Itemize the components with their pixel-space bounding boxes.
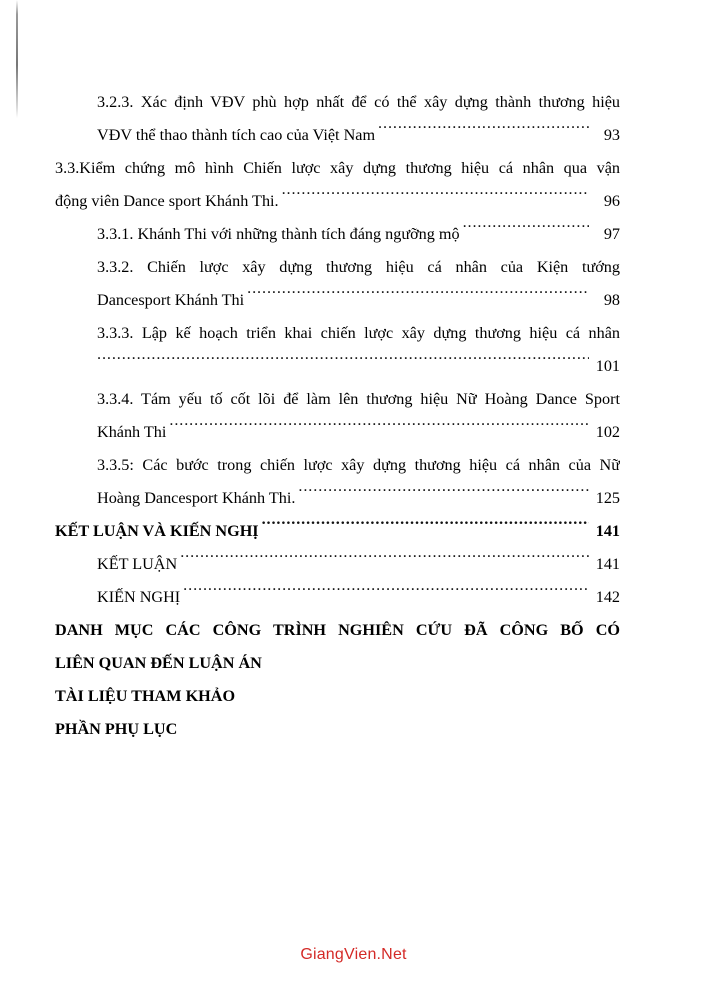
toc-entry-text-justified: 3.3.4. Tám yếu tố cốt lõi để làm lên thương hiệu Nữ Hoàng Dance Sport <box>97 390 620 408</box>
toc-entry-line[interactable] <box>0 152 707 185</box>
dot-leader <box>298 487 589 503</box>
toc-entry-line[interactable] <box>0 383 707 416</box>
toc-page-number: 142 <box>595 588 620 606</box>
dot-leader <box>183 586 589 602</box>
toc-entry-text: KẾT LUẬN VÀ KIẾN NGHỊ <box>55 522 259 540</box>
toc-page-number: 98 <box>603 291 620 309</box>
toc-entry-text: Khánh Thi <box>97 423 167 441</box>
toc-entry-line[interactable] <box>0 218 707 251</box>
toc-entry-line[interactable] <box>0 185 707 218</box>
toc-entry-text <box>97 86 620 119</box>
dot-leader <box>97 355 589 371</box>
toc-entry-text: Dancesport Khánh Thi <box>97 291 245 309</box>
toc-entry-text: VĐV thể thao thành tích cao của Việt Nam <box>97 126 376 144</box>
table-of-contents <box>0 86 707 746</box>
dot-leader <box>463 223 589 239</box>
toc-entry-line[interactable] <box>0 482 707 515</box>
toc-entry-text: TÀI LIỆU THAM KHẢO <box>55 687 236 705</box>
toc-page-number: 102 <box>595 423 620 441</box>
toc-entry-line[interactable] <box>0 119 707 152</box>
toc-entry-line[interactable] <box>0 581 707 614</box>
toc-entry-text-justified: 3.3.3. Lập kế hoạch triển khai chiến lược xây dựng thương hiệu cá nhân <box>97 324 620 342</box>
toc-entry-line[interactable] <box>0 86 707 119</box>
toc-entry-text <box>55 152 620 185</box>
toc-entry-line[interactable] <box>0 284 707 317</box>
toc-entry-line[interactable] <box>0 317 707 350</box>
toc-entry-line[interactable] <box>0 548 707 581</box>
toc-entry-text-justified: 3.2.3. Xác định VĐV phù hợp nhất để có thể xây dựng thành thương hiệu <box>97 93 620 111</box>
toc-page-number: 141 <box>595 555 620 573</box>
toc-entry-line[interactable] <box>0 713 707 746</box>
dot-leader <box>378 124 589 140</box>
toc-entry-text <box>97 251 620 284</box>
dot-leader <box>247 289 589 305</box>
toc-entry-text: KIẾN NGHỊ <box>97 588 181 606</box>
toc-entry-text <box>55 614 620 647</box>
toc-entry-line[interactable] <box>0 251 707 284</box>
toc-entry-text: KẾT LUẬN <box>97 555 178 573</box>
toc-entry-text-justified: DANH MỤC CÁC CÔNG TRÌNH NGHIÊN CỨU ĐÃ CÔNG BỐ CÓ <box>55 621 620 639</box>
toc-page-number: 96 <box>603 192 620 210</box>
toc-entry-line[interactable] <box>0 350 707 383</box>
toc-entry-text: PHẦN PHỤ LỤC <box>55 720 178 738</box>
toc-entry-text <box>97 317 620 350</box>
toc-entry-text: 3.3.1. Khánh Thi với những thành tích đáng ngưỡng mộ <box>97 225 460 243</box>
toc-entry-text-justified: 3.3.2. Chiến lược xây dựng thương hiệu cá nhân của Kiện tướng <box>97 258 620 276</box>
toc-entry-text: động viên Dance sport Khánh Thi. <box>55 192 279 210</box>
toc-entry-line[interactable] <box>0 647 707 680</box>
dot-leader <box>262 520 589 536</box>
watermark-giangvien: GiangVien.Net <box>300 946 407 963</box>
toc-page-number: 97 <box>603 225 620 243</box>
dot-leader <box>180 553 589 569</box>
toc-entry-text <box>97 449 620 482</box>
toc-entry-text: Hoàng Dancesport Khánh Thi. <box>97 489 296 507</box>
toc-entry-line[interactable] <box>0 449 707 482</box>
toc-entry-line[interactable] <box>0 614 707 647</box>
toc-page-number: 125 <box>595 489 620 507</box>
dot-leader <box>282 190 589 206</box>
toc-page-number: 93 <box>603 126 620 144</box>
toc-page-number: 101 <box>595 357 620 375</box>
toc-entry-line[interactable] <box>0 515 707 548</box>
toc-entry-line[interactable] <box>0 680 707 713</box>
toc-page-number: 141 <box>595 522 620 540</box>
dot-leader <box>169 421 589 437</box>
toc-entry-text-justified: 3.3.5: Các bước trong chiến lược xây dựng thương hiệu cá nhân của Nữ <box>97 456 620 474</box>
toc-entry-text-justified: 3.3.Kiểm chứng mô hình Chiến lược xây dựng thương hiệu cá nhân qua vận <box>55 159 620 177</box>
toc-entry-text <box>97 383 620 416</box>
toc-entry-text: LIÊN QUAN ĐẾN LUẬN ÁN <box>55 654 262 672</box>
toc-entry-line[interactable] <box>0 416 707 449</box>
